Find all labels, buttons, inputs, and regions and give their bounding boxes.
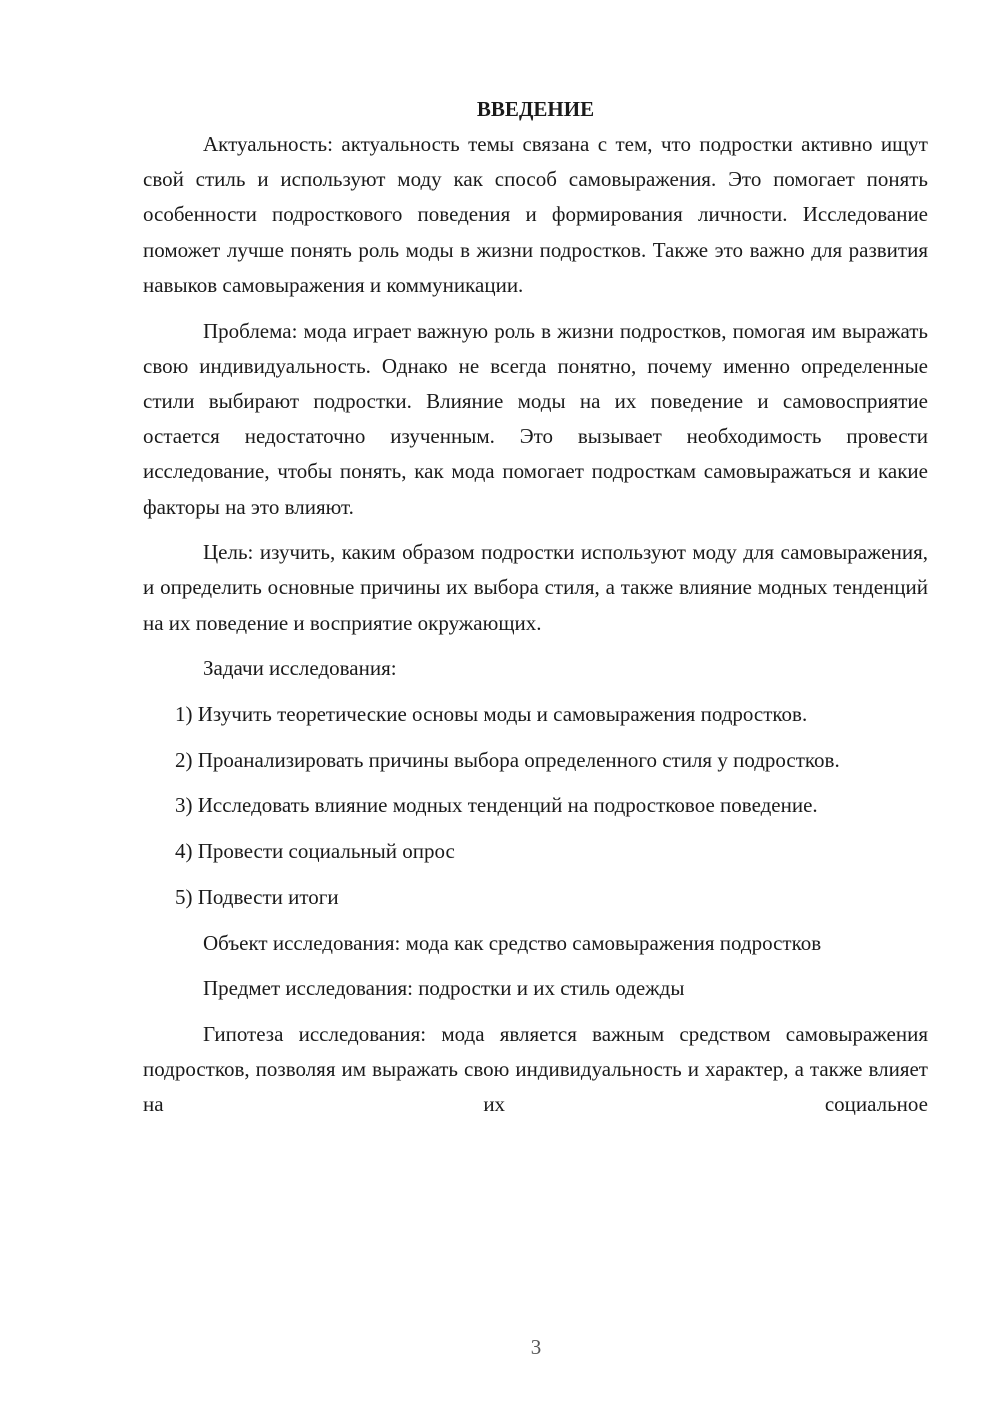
task-item-5: 5) Подвести итоги	[175, 884, 339, 909]
paragraph-object: Объект исследования: мода как средство самовыражения подростков	[203, 930, 822, 955]
task-item-4: 4) Провести социальный опрос	[175, 839, 455, 864]
paragraph-relevance: Актуальность: актуальность темы связана с тем, что подростки активно ищут свой стиль и используют моду как способ самовыражения. Это помогает понять особенности подросткового поведения и формирования личности. Исследование поможет лучше понять роль моды в жизни подростков. Также это важно для развития навыков самовыражения и коммуникации.	[143, 132, 928, 297]
task-item-1: 1) Изучить теоретические основы моды и самовыражения подростков.	[175, 702, 808, 727]
paragraph-subject: Предмет исследования: подростки и их стиль одежды	[203, 976, 685, 1001]
section-title: ВВЕДЕНИЕ	[476, 97, 595, 121]
tasks-heading: Задачи исследования:	[203, 656, 397, 681]
paragraph-hypothesis: Гипотеза исследования: мода является важным средством самовыражения подростков, позволяя им выражать свою индивидуальность и характер, а также влияет на их социальное	[143, 1021, 928, 1117]
page-number: 3	[530, 1335, 542, 1359]
paragraph-problem: Проблема: мода играет важную роль в жизни подростков, помогая им выражать свою индивидуальность. Однако не всегда понятно, почему именно определенные стили выбирают подростки. Влияние моды на их поведение и самовосприятие остается недостаточно изученным. Это вызывает необходимость провести исследование, чтобы понять, как мода помогает подросткам самовыражаться и какие факторы на это влияют.	[143, 318, 928, 519]
paragraph-goal: Цель: изучить, каким образом подростки используют моду для самовыражения, и определить основные причины их выбора стиля, а также влияние модных тенденций на их поведение и восприятие окружающих.	[143, 540, 928, 635]
task-item-2: 2) Проанализировать причины выбора определенного стиля у подростков.	[175, 747, 840, 772]
page-content	[143, 92, 928, 1133]
task-item-3: 3) Исследовать влияние модных тенденций на подростковое поведение.	[175, 793, 818, 818]
